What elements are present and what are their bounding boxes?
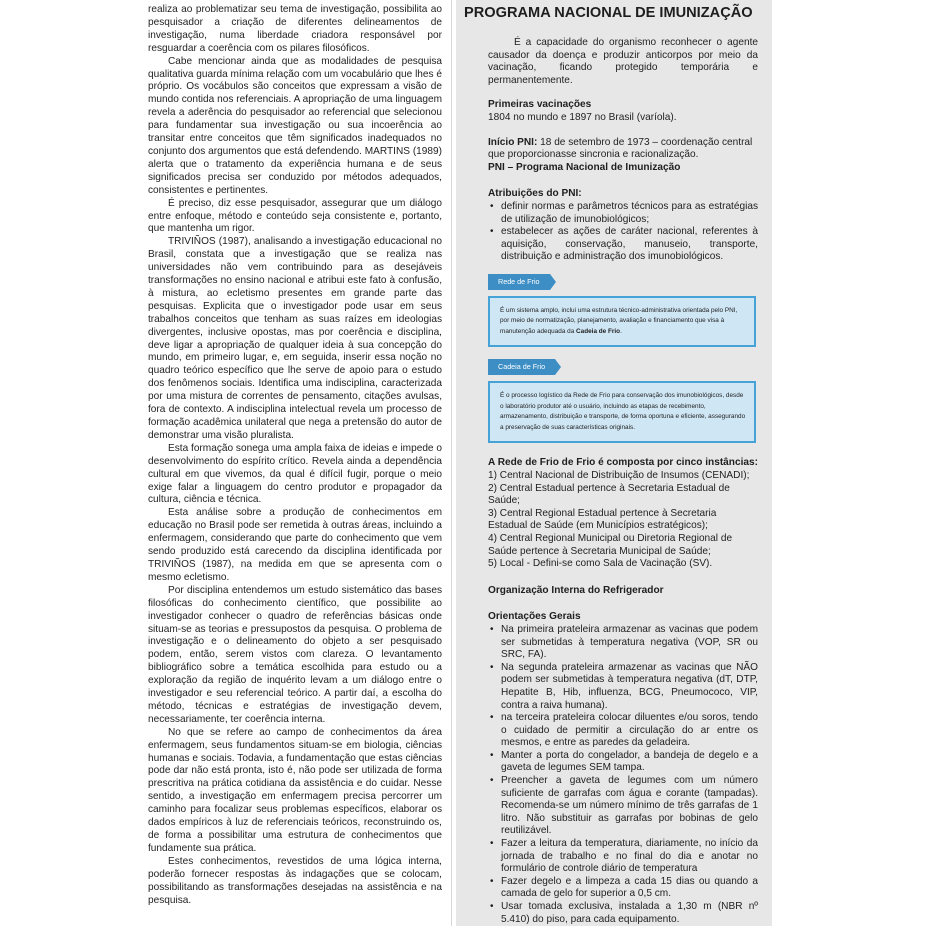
callout-text-end: .: [620, 327, 622, 335]
subsection-heading: Orientações Gerais: [488, 611, 581, 623]
list-item: [488, 876, 758, 901]
list-item-text: estabelecer as ações de caráter nacional, referentes à aquisição, conservação, manuseio, transporte, distribuição e administração dos imunobiológicos.: [501, 226, 758, 263]
instancia-item: 4) Central Regional Municipal ou Diretoria Regional de Saúde pertence à Secretaria Municipal de Saúde;: [488, 532, 733, 557]
list-item: [488, 775, 758, 838]
paragraph: É preciso, diz esse pesquisador, assegurar que um diálogo entre enfoque, método e conteúdo seja consistente e, portanto, que mantenha um rigor.: [148, 197, 442, 235]
list-item: [488, 201, 758, 226]
atribuicoes-list: [488, 201, 758, 264]
bullet-icon: •: [490, 623, 494, 635]
pni-acronym: PNI – Programa Nacional de Imunização: [488, 161, 681, 173]
orientacoes-list: [488, 624, 758, 926]
rede-de-frio-callout: [488, 274, 756, 348]
section-heading: Organização Interna do Refrigerador: [488, 584, 664, 596]
pni-panel-content: [456, 0, 772, 926]
list-item: [488, 662, 758, 712]
cadeia-de-frio-callout: [488, 359, 756, 443]
paragraph: realiza ao problematizar seu tema de investigação, possibilita ao pesquisador a criação de diferentes delineamentos de investigação, numa liberdade criadora responsável por resguardar a coerência com os pilares filosóficos.: [148, 4, 442, 54]
bullet-icon: •: [490, 875, 494, 887]
list-item-text: Na primeira prateleira armazenar as vacinas que podem ser submetidas à temperatura negativa (VOP, SR ou SRC, FA).: [501, 623, 758, 661]
inicio-pni: [488, 137, 758, 162]
panel-title: PROGRAMA NACIONAL DE IMUNIZAÇÃO: [464, 5, 753, 21]
section-heading: Atribuições do PNI:: [488, 188, 582, 200]
primeiras-vacinacoes: [488, 99, 758, 124]
list-item: [488, 712, 758, 750]
bullet-icon: •: [490, 661, 494, 673]
inline-label: Início PNI:: [488, 136, 538, 148]
inline-text: 18 de setembro de 1973 – coordenação central que proporcionasse sincronia e racionalização.: [488, 136, 753, 161]
list-item: [488, 838, 758, 876]
left-text-column: [148, 4, 442, 907]
bullet-icon: •: [490, 200, 494, 212]
list-item-text: Manter a porta do congelador, a bandeja de degelo e a gaveta de legumes SEM tampa.: [501, 749, 758, 774]
callout-tab: Rede de Frio: [488, 274, 550, 290]
list-item: [488, 226, 758, 264]
list-item-text: na terceira prateleira colocar diluentes e/ou soros, tendo o cuidado de permitir a circulação do ar entre os mesmos, e entre as paredes da geladeira.: [501, 712, 758, 749]
paragraph: No que se refere ao campo de conhecimentos da área enfermagem, seus fundamentos situam-se em biologia, ciências humanas e sociais. Todavia, a fundamentação que estas ciências pode dar não está pronta, isto é, não pode ser utilizada de forma prescritiva na prática cotidiana da assistência e do cuidar. Nesse sentido, a investigação em enfermagem precisa percorrer um caminho para focalizar seus problemas específicos, elaborar os dados empíricos à luz de referenciais teóricos, reconstruindo os, de forma a possibilitar uma estrutura de conhecimentos que fundamente sua prática.: [148, 726, 442, 854]
bullet-icon: •: [490, 712, 494, 724]
instancia-item: 2) Central Estadual pertence à Secretaria Estadual de Saúde;: [488, 482, 730, 507]
instancia-item: 3) Central Regional Estadual pertence à Secretaria Estadual de Saúde (em Municípios estratégicos);: [488, 507, 717, 532]
bullet-icon: •: [490, 838, 494, 850]
callout-bold-text: Cadeia de Frio: [576, 327, 621, 335]
bullet-icon: •: [490, 775, 494, 787]
list-item: [488, 901, 758, 926]
instancia-item: 5) Local - Defini-se como Sala de Vacinação (SV).: [488, 558, 713, 570]
instancias: [488, 457, 758, 570]
bullet-icon: •: [490, 226, 494, 238]
callout-body: [488, 296, 756, 348]
list-item-text: Preencher a gaveta de legumes com um número suficiente de garrafas com água e corante (tampadas). Recomenda-se um número mínimo de três garrafas de 1 litro. Não substituir as garrafas por bobinas de gelo reutilizável.: [501, 775, 758, 837]
section-heading: A Rede de Frio de Frio é composta por cinco instâncias:: [488, 457, 758, 469]
organizacao-refrigerador: [488, 585, 758, 926]
paragraph: Estes conhecimentos, revestidos de uma lógica interna, poderão fornecer respostas às indagações que se colocam, possibilitando as transformações desejadas na assistência e na pesquisa.: [148, 855, 442, 906]
section-heading: Primeiras vacinações: [488, 99, 592, 111]
list-item-text: definir normas e parâmetros técnicos para as estratégias de utilização de imunobiológicos;: [501, 200, 758, 225]
paragraph: Por disciplina entendemos um estudo sistemático das bases filosóficas do conhecimento científico, que possibilite ao investigador conhecer o quadro de referências básicas onde situam-se as teorias e pressupostos da pesquisa. O problema de investigação e o delineamento do objeto a ser pesquisado podem, então, serem vistos com clareza. O levantamento bibliográfico sobre a temática escolhida para estudo ou a exploração da região de inquérito levam a um diálogo entre o investigador e seu referencial teórico. A partir daí, a escolha do método, técnicas e estratégias de investigação devem, necessariamente, ter coerência interna.: [148, 584, 442, 725]
paragraph: Esta análise sobre a produção de conhecimentos em educação no Brasil pode ser remetida à outras áreas, incluindo a enfermagem, considerando que parte do conhecimento que vem sendo produzido está carecendo da disciplina identificada por TRIVIÑOS (1987), na medida em que se apresenta com o mesmo ecletismo.: [148, 507, 442, 583]
instancia-item: 1) Central Nacional de Distribuição de Insumos (CENADI);: [488, 470, 750, 481]
paragraph: Esta formação sonega uma ampla faixa de ideias e impede o desenvolvimento do espírito crítico. Revela ainda a dependência cultural em que vivemos, da qual é difícil fugir, porque o meio exige falar a linguagem do centro produtor e propagador da cultura, ciência e técnica.: [148, 442, 442, 506]
paragraph: TRIVIÑOS (1987), analisando a investigação educacional no Brasil, constata que a investigação que se realiza nas universidades não vem contribuindo para as desejáveis transformações no ensino nacional e atribui este fato à confusão, à mistura, ao ecletismo presentes em grande parte das pesquisas. Explicita que o investigador pode usar em seus trabalhos conceitos que tenham as suas raízes em ideologias divergentes, inclusive opostas, mas por coerência e disciplina, deve ligar a apropriação de qualquer ideia à sua concepção do mundo, em primeiro lugar, e, em seguida, inserir essa noção no quadro teórico específico que lhe serve de apoio para o estudo dos fenômenos sociais. Identifica uma indisciplina, caracterizada por uma mistura de correntes de pensamento, citações avulsas, fora de contexto. A indisciplina intelectual revela um processo de formação acadêmica unilateral que nega a pretensão do autor de demonstrar uma visão pluralista.: [148, 236, 442, 441]
list-item-text: Na segunda prateleira armazenar as vacinas que NÃO podem ser submetidas à temperatura negativa (dT, DTP, Hepatite B, Hib, influenza, BCG, Pneumococo, VIP, contra a raiva humana).: [501, 661, 758, 711]
column-divider: [451, 0, 452, 926]
list-item: [488, 750, 758, 775]
callout-body: É o processo logístico da Rede de Frio para conservação dos imunobiológicos, desde o laboratório produtor até o usuário, incluindo as etapas de recebimento, armazenamento, distribuição e transporte, de forma oportuna e eficiente, assegurando a preservação de suas características originais.: [488, 381, 756, 443]
atribuicoes: [488, 188, 758, 264]
paragraph: Cabe mencionar ainda que as modalidades de pesquisa qualitativa guarda mínima relação com um vocabulário que lhes é próprio. Os vocábulos são conceitos que expressam a visão de mundo contida nos referenciais. A apropriação de uma linguagem revela a aderência do pesquisador ao referencial que selecionou para fundamentar sua investigação ou sua incoerência ao transitar entre conceitos que têm significados inadequados no conjunto dos argumentos que está defendendo. MARTINS (1989) alerta que o tratamento da experiência humana e de seus significados precisa ser conduzido por métodos adequados, consistentes e pertinentes.: [148, 55, 443, 196]
section-text: 1804 no mundo e 1897 no Brasil (varíola).: [488, 111, 677, 123]
list-item-text: Fazer degelo e a limpeza a cada 15 dias ou quando a camada de gelo for superior a 0,5 cm.: [501, 875, 758, 900]
list-item: [488, 624, 758, 662]
pni-panel: [456, 0, 772, 926]
intro-text: É a capacidade do organismo reconhecer o agente causador da doença e produzir anticorpos por meio da vacinação, ficando protegido temporária e permanentemente.: [488, 37, 758, 86]
callout-tab: Cadeia de Frio: [488, 359, 555, 375]
bullet-icon: •: [490, 901, 494, 912]
list-item-text: Usar tomada exclusiva, instalada a 1,30 m (NBR nº 5.410) do piso, para cada equipamento.: [501, 901, 758, 925]
callout-text: É um sistema amplo, inclui uma estrutura técnico-administrativa orientada pelo PNI, por meio de normatização, planejamento, avaliação e financiamento que visa à manutenção adequada da: [500, 306, 738, 335]
list-item-text: Fazer a leitura da temperatura, diariamente, no início da jornada de trabalho e no final do dia e anotar no formulário de controle diário de temperatura: [501, 838, 758, 875]
bullet-icon: •: [490, 749, 494, 761]
